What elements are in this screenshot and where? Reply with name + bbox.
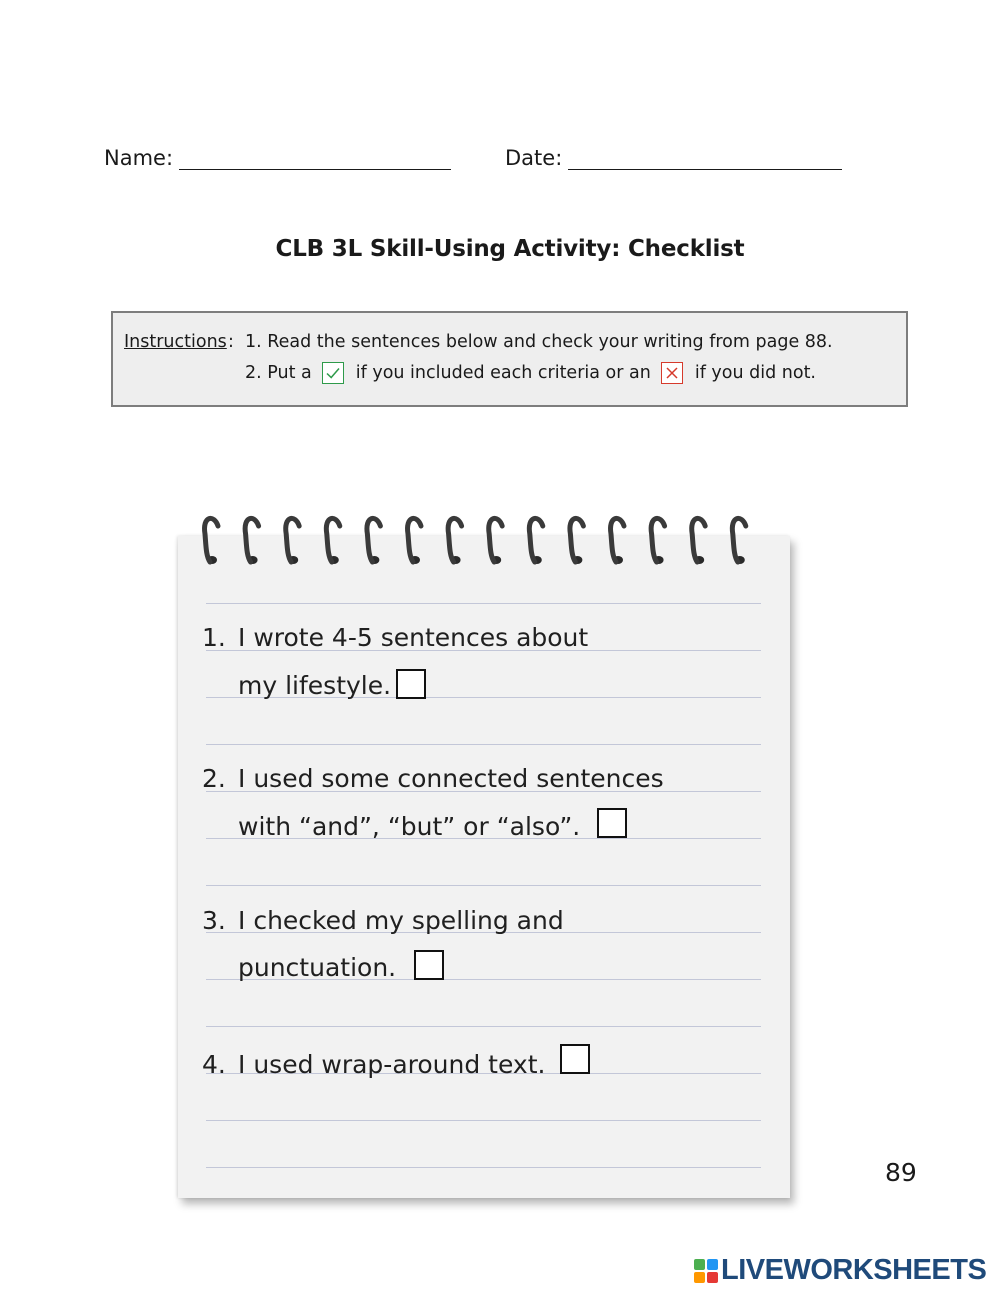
spiral-ring-icon [286,518,299,564]
spiral-ring-icon [326,518,339,564]
instructions-box [111,311,908,407]
checkbox-item-1[interactable] [396,669,426,699]
item-number: 2. [202,764,226,793]
date-input-line[interactable] [568,147,842,170]
spiral-ring-icon [732,518,745,564]
spiral-ring-icon [408,518,421,564]
step2-text-b: if you included each criteria or an [355,363,651,383]
date-label: Date: [505,146,563,170]
date-field [505,146,842,170]
checkbox-item-3[interactable] [414,950,444,980]
ruled-line [206,1026,761,1027]
spiral-ring-icon [205,518,218,564]
item-text-line1: I wrote 4-5 sentences about [238,623,589,652]
spiral-ring-icon [489,518,502,564]
item-number: 4. [202,1050,226,1079]
item-text-line1: I used wrap-around text. [238,1050,546,1079]
item-text-line1: I checked my spelling and [238,906,564,935]
step2-text-a: 2. Put a [245,363,312,383]
name-label: Name: [104,146,174,170]
item-text-line2: my lifestyle. [238,671,392,700]
red-cross-icon [661,362,683,384]
item-number: 1. [202,623,226,652]
notepad [178,536,790,1198]
checkbox-item-2[interactable] [597,808,627,838]
instruction-step-2 [245,362,816,384]
ruled-line [206,1120,761,1121]
ruled-line [206,603,761,604]
ruled-line [206,1167,761,1168]
spiral-ring-icon [529,518,542,564]
instructions-label: Instructions [124,332,227,352]
spiral-ring-icon [692,518,705,564]
spiral-binding-icon [196,512,786,572]
item-text-line2: with “and”, “but” or “also”. [238,812,581,841]
item-text-line1: I used some connected sentences [238,764,664,793]
ruled-line [206,885,761,886]
spiral-ring-icon [448,518,461,564]
liveworksheets-mark-icon [693,1258,719,1284]
instruction-step-1: 1. Read the sentences below and check your writing from page 88. [245,332,833,352]
spiral-ring-icon [367,518,380,564]
spiral-ring-icon [245,518,258,564]
spiral-ring-icon [651,518,664,564]
spiral-ring-icon [611,518,624,564]
name-field [104,146,451,170]
instructions-colon: : [228,332,234,352]
spiral-ring-icon [570,518,583,564]
green-check-icon [322,362,344,384]
item-text-line2: punctuation. [238,953,397,982]
page-title: CLB 3L Skill-Using Activity: Checklist [275,236,745,262]
ruled-line [206,744,761,745]
name-input-line[interactable] [179,147,451,170]
liveworksheets-brand: LIVEWORKSHEETS [721,1254,987,1286]
page-number: 89 [885,1158,917,1187]
item-number: 3. [202,906,226,935]
step2-text-c: if you did not. [694,363,816,383]
checkbox-item-4[interactable] [560,1044,590,1074]
liveworksheets-logo [693,1254,986,1287]
